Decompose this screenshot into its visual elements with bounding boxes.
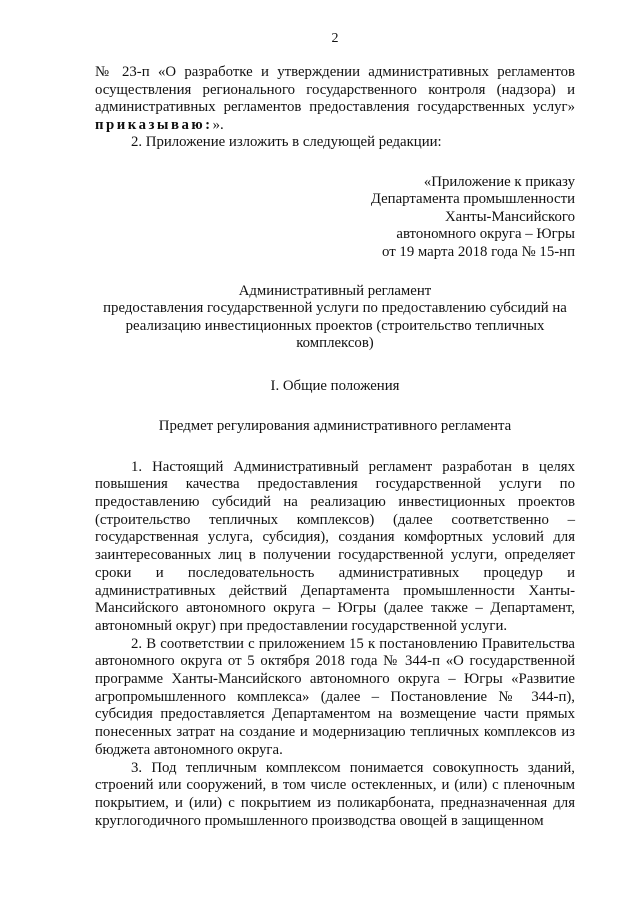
order-word: приказываю: bbox=[95, 116, 213, 133]
appendix-reference bbox=[95, 174, 575, 261]
appendix-line-3: Ханты-Мансийского bbox=[444, 208, 575, 225]
title-line-3: реализацию инвестиционных проектов (строительство тепличных bbox=[125, 317, 545, 334]
section-heading: I. Общие положения bbox=[270, 377, 400, 394]
intro-paragraph bbox=[95, 64, 575, 134]
title-line-2: предоставления государственной услуги по предоставлению субсидий на bbox=[103, 300, 567, 317]
item-2-paragraph: 2. Приложение изложить в следующей редакции: bbox=[131, 134, 442, 151]
subsection-heading: Предмет регулирования административного регламента bbox=[158, 417, 512, 434]
paragraph-3: 3. Под тепличным комплексом понимается совокупность зданий, строений или сооружений, в том числе остекленных, и (или) с пленочным покрытием, и (или) с покрытием из поликарбоната, предназначенная для круглогодичного промышленного производства овощей в защищенном bbox=[95, 759, 575, 829]
document-page bbox=[95, 30, 575, 830]
body-text bbox=[95, 459, 575, 831]
title-line-4: комплексов) bbox=[296, 335, 374, 352]
appendix-line-4: автономного округа – Югры bbox=[396, 226, 575, 243]
order-tail: ». bbox=[212, 116, 224, 133]
paragraph-2: 2. В соответствии с приложением 15 к постановлению Правительства автономного округа от 5 октября 2018 года № 344-п «О государственной программе Ханты-Мансийского автономного округа – Югры «Развитие агропромышленного комплекса» (далее – Постановление № 344-п), субсидия предоставляется Департаментом на возмещение части прямых понесенных затрат на создание и модернизацию тепличных комплексов из бюджета автономного округа. bbox=[95, 635, 575, 758]
intro-continuation: № 23-п «О разработке и утверждении административных регламентов осуществления регионального государственного контроля (надзора) и административных регламентов предоставления государственных услуг» bbox=[95, 64, 575, 116]
page-number: 2 bbox=[331, 31, 339, 46]
appendix-line-2: Департамента промышленности bbox=[370, 191, 575, 208]
paragraph-1: 1. Настоящий Административный регламент разработан в целях повышения качества предоставления государственной услуги по предоставлению субсидий на реализацию инвестиционных проектов (строительство тепличных комплексов) (далее соответственно – государственная услуга, субсидия), создания комфортных условий для заинтересованных лиц в получении государственной услуги, определяет сроки и последовательность административных процедур и административных действий Департамента промышленности Ханты-Мансийского автономного округа – Югры (далее также – Департамент, автономный округ) при предоставлении государственной услуги. bbox=[95, 458, 575, 634]
appendix-line-5: от 19 марта 2018 года № 15-нп bbox=[382, 243, 575, 260]
title-line-1: Административный регламент bbox=[238, 283, 432, 299]
document-title bbox=[95, 283, 575, 353]
appendix-line-1: «Приложение к приказу bbox=[423, 173, 575, 190]
